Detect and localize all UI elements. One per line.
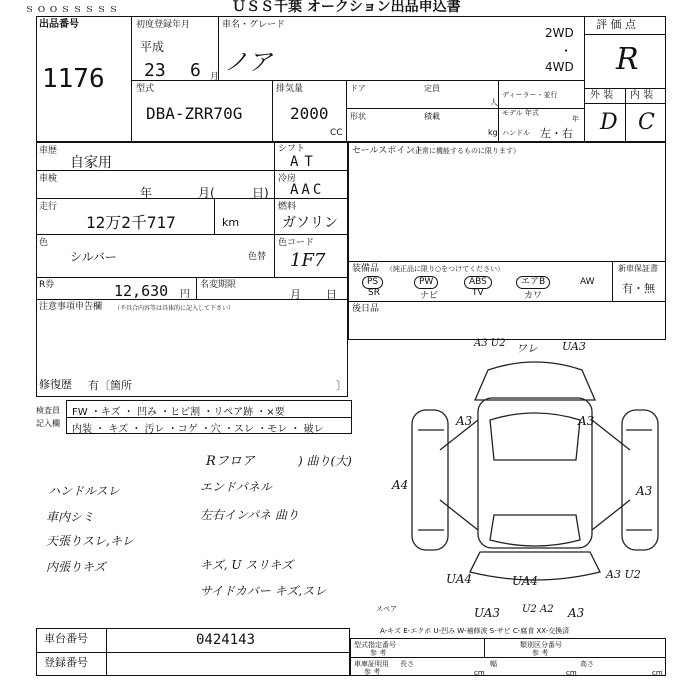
seats-label: 定員 <box>424 84 440 93</box>
after-sale-label: 後日品 <box>352 304 380 314</box>
divider <box>348 261 666 262</box>
dealer-label: ディーラー・並行 <box>502 91 558 99</box>
divider <box>106 628 107 676</box>
mark-top-crack: ワレ <box>516 342 538 355</box>
exterior-value: D <box>600 110 618 135</box>
right-middle-frame <box>348 142 666 340</box>
divider <box>625 88 626 142</box>
note-headliner: 天張りスレ,キレ <box>46 534 134 548</box>
name-change-month: 月 <box>290 288 301 301</box>
door-label: ドア <box>350 84 366 93</box>
divider <box>196 277 197 299</box>
name-change-label: 名変期限 <box>200 280 237 290</box>
inspector-label-1: 検査員 <box>36 406 60 415</box>
divider <box>484 638 485 657</box>
form-title: ＵＳＳ千葉 オークション出品申込書 <box>232 0 461 15</box>
handle-label: ハンドル <box>502 129 530 137</box>
mark-bottom-ua4: UA4 <box>512 574 539 588</box>
chassis-label: 車台番号 <box>44 632 88 645</box>
divider <box>36 277 348 278</box>
fuel-label: 燃料 <box>278 202 297 212</box>
inspection-label: 車検 <box>39 174 58 184</box>
note-stain: 車内シミ <box>46 510 95 524</box>
grade-label: 評 価 点 <box>596 18 636 31</box>
color-code-value: 1F7 <box>290 250 326 271</box>
new-car-warranty-value: 有・無 <box>622 282 655 295</box>
equip-leather: カワ <box>524 291 543 301</box>
divider <box>272 80 273 142</box>
repair-value: 有〔箇所 <box>88 379 132 392</box>
width-unit: cm <box>566 669 577 677</box>
mileage-value: 12万2千717 <box>86 213 176 232</box>
equipment-label: 装備品 <box>352 264 380 274</box>
note-trim-scratch: 内張りキズ <box>46 560 106 574</box>
mark-top-a3u2: A3 U2 <box>474 338 506 349</box>
lot-number-value: 1176 <box>42 64 105 94</box>
equip-navi: ナビ <box>420 291 439 301</box>
mark-bottom-u2a2: U2 A2 <box>522 604 554 615</box>
note-handle-wear: ハンドルスレ <box>48 484 120 498</box>
notes-label: 注意事項申告欄 <box>39 302 103 312</box>
mark-left-a4: A4 <box>392 478 409 492</box>
name-change-day: 日 <box>326 288 337 301</box>
registration-number-label: 登録番号 <box>44 656 88 669</box>
divider <box>214 198 215 234</box>
car-name-label: 車名・グレード <box>222 20 286 30</box>
registration-month-unit: 月 <box>210 72 220 82</box>
equip-sr: SR <box>368 288 380 298</box>
divider <box>36 652 350 653</box>
height-unit: cm <box>652 669 663 677</box>
new-car-warranty-label: 新車保証書 <box>618 264 658 273</box>
inspector-row-2: 内装 ・ キズ ・ 汚レ ・コゲ ・穴 ・スレ ・モレ ・ 破レ <box>72 424 324 435</box>
history-value: 自家用 <box>70 155 112 171</box>
model-year-label: モデル 年式 <box>502 109 539 117</box>
history-label: 車歴 <box>39 146 58 156</box>
garage-cert-label: 車庫証明用 <box>354 660 389 668</box>
displacement-label: 排気量 <box>276 84 304 94</box>
width-label: 幅 <box>490 660 497 668</box>
note-bend-large: ) 曲り(大) <box>298 454 352 468</box>
inspection-month: 月( <box>198 186 215 200</box>
load-unit: kg <box>488 128 498 137</box>
repair-label: 修復歴 <box>39 378 72 391</box>
car-name-value: ノア <box>224 48 272 76</box>
handle-value: 左・右 <box>540 127 573 140</box>
divider <box>274 142 275 277</box>
model-value: DBA-ZRR70G <box>146 104 243 123</box>
mark-bottom-ua3: UA3 <box>474 606 501 620</box>
spare-label: スペア <box>376 605 397 613</box>
divider <box>36 234 348 235</box>
equip-pw: PW <box>414 276 438 289</box>
drive-4wd: 4WD <box>545 60 574 74</box>
length-label: 長さ <box>400 660 414 668</box>
mileage-label: 走行 <box>39 202 58 212</box>
equip-aw: AW <box>580 277 595 287</box>
interior-value: C <box>638 110 655 135</box>
sales-point-sub: （正常に機能するものに限ります） <box>408 147 520 155</box>
seats-unit: 人 <box>490 98 498 107</box>
recycle-value: 12,630 <box>114 282 169 300</box>
divider <box>612 261 613 301</box>
note-end-panel: エンドパネル <box>200 480 272 494</box>
mileage-unit: km <box>222 216 240 229</box>
grade-score: R <box>616 42 639 77</box>
class-number-label: 類別区分番号 <box>520 641 562 649</box>
shift-value: AT <box>290 154 319 170</box>
color-value: シルバー <box>70 250 117 264</box>
note-side-cover: サイドカバー キズ,スレ <box>200 584 327 598</box>
garage-cert-ref: 参 考 <box>364 668 381 676</box>
equip-abs: ABS <box>464 276 492 289</box>
inspection-year: 年 <box>140 186 153 200</box>
class-number-ref: 参 考 <box>532 649 549 657</box>
equip-tv: TV <box>472 288 484 298</box>
height-label: 高さ <box>580 660 594 668</box>
model-label: 型式 <box>136 84 155 94</box>
mark-top-ua3: UA3 <box>562 340 586 353</box>
exterior-label: 外 装 <box>590 90 614 101</box>
recycle-label: R券 <box>39 280 55 290</box>
mark-bottom-a3u2: A3 U2 <box>606 568 641 581</box>
mark-right-a3: A3 <box>636 484 653 498</box>
displacement-value: 2000 <box>290 104 329 123</box>
legend: A-キズ E-エクボ U-凹み W-補修波 S-サビ C-腐食 XX-交換済 <box>380 627 570 635</box>
displacement-unit: CC <box>330 128 343 138</box>
shift-label: シフト <box>278 144 306 154</box>
divider <box>346 108 584 109</box>
sales-point-label: セールスポイント <box>352 146 424 156</box>
divider <box>36 170 348 171</box>
shape-label: 形状 <box>350 112 366 121</box>
mark-left-a3: A3 <box>456 414 473 428</box>
divider <box>584 34 666 35</box>
ac-value: AAC <box>290 182 325 198</box>
divider <box>36 198 348 199</box>
note-r-floor: Rフロア <box>206 454 255 469</box>
year-unit: 年 <box>572 115 579 123</box>
equip-ps: PS <box>362 276 383 289</box>
recycle-unit: 円 <box>180 289 190 300</box>
color-code-label: 色コード <box>278 238 315 248</box>
type-number-ref: 参 考 <box>370 649 387 657</box>
mark-right-a3-top: A3 <box>578 414 595 428</box>
length-unit: cm <box>474 669 485 677</box>
registration-era: 平成 <box>140 40 165 54</box>
interior-label: 内 装 <box>630 90 654 101</box>
mark-bottom-a3: A3 <box>568 606 585 620</box>
inspection-day: 日) <box>252 186 269 200</box>
registration-year: 23 <box>144 60 166 81</box>
fuel-value: ガソリン <box>282 215 338 231</box>
divider <box>350 657 666 658</box>
note-scratch-dent: キズ, U スリキズ <box>200 558 294 572</box>
color-label: 色 <box>39 238 49 248</box>
registration-label: 初度登録年月 <box>136 20 191 30</box>
type-number-label: 型式指定番号 <box>354 641 396 649</box>
inspector-label-2: 記入欄 <box>36 419 60 428</box>
chassis-value: 0424143 <box>196 632 256 648</box>
divider <box>36 299 348 300</box>
drive-dot: ・ <box>560 44 573 58</box>
color-change-label: 色替 <box>248 252 267 262</box>
note-panel-bend: 左右インパネ 曲り <box>200 508 299 522</box>
ac-label: 冷房 <box>278 174 297 184</box>
notes-sublabel: （不具合内容等は具体的に記入して下さい） <box>114 305 235 312</box>
divider <box>498 80 499 142</box>
lot-number-label: 出品番号 <box>39 19 79 30</box>
load-label: 積載 <box>424 112 440 121</box>
top-left-marks: ｓｏｏｓｓｓｓｓ <box>24 2 120 15</box>
inspector-row-1: FW ・キズ ・ 凹み ・ヒビ割 ・リペア跡 ・×要 <box>72 407 285 418</box>
drive-2wd: 2WD <box>545 26 574 40</box>
equip-airbag: エアB <box>516 276 550 289</box>
divider <box>348 301 666 302</box>
registration-month: 6 <box>190 60 201 81</box>
divider <box>132 80 584 81</box>
divider <box>218 16 219 80</box>
mark-bottom-ua4-left: UA4 <box>446 572 473 586</box>
repair-end: 〕 <box>336 379 347 392</box>
divider <box>346 80 347 142</box>
equipment-sub: （純正品に限り○をつけてください） <box>386 265 505 273</box>
